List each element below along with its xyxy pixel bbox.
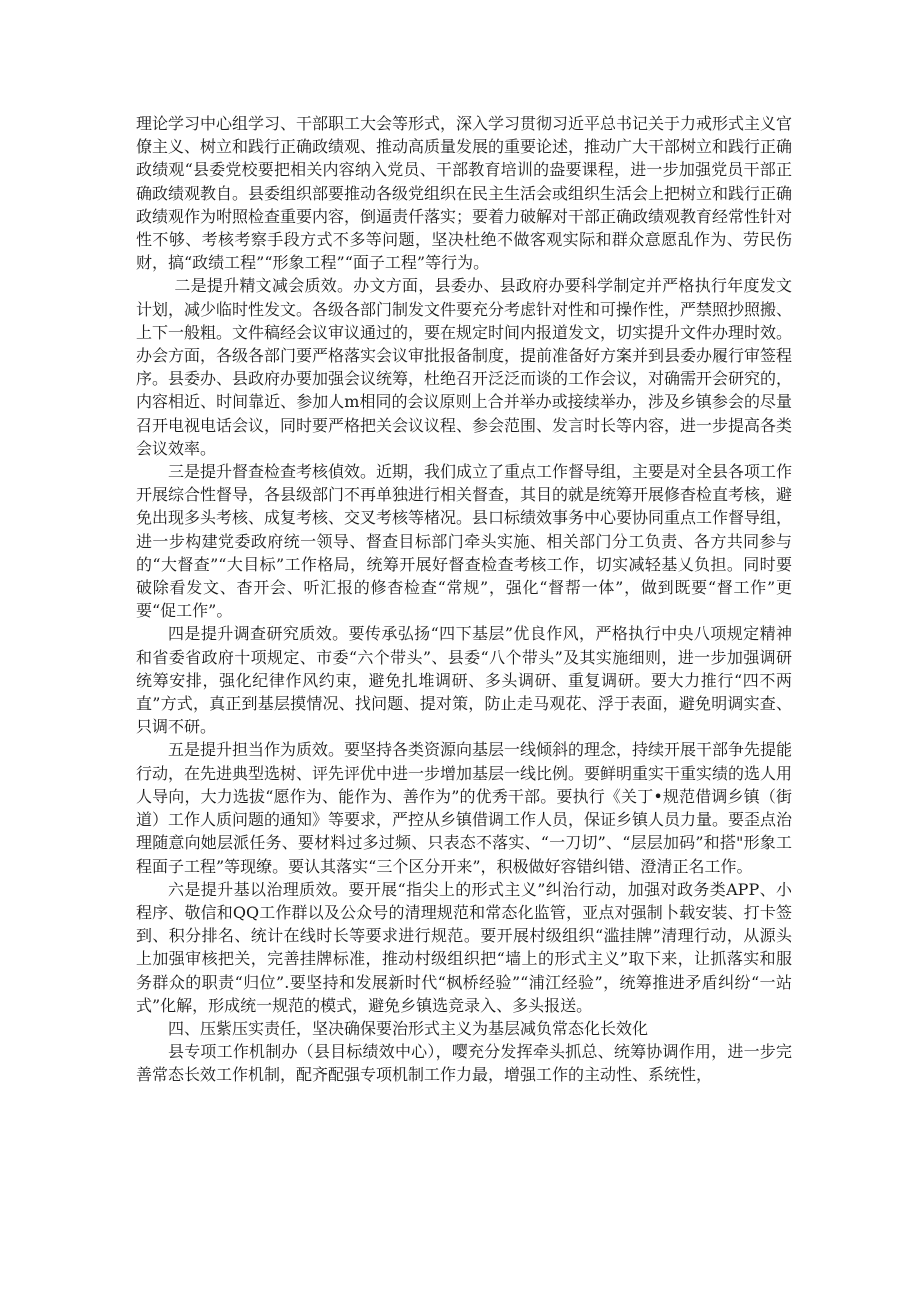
paragraph-grassroots-governance: 六是提升基以治理质效。要开展“指尖上的形式主义”纠治行动，加强对政务类APP、小程序、敬信和QQ工作群以及公众号的清理规范和常态化监管，亚点对强制卜载安装、打卡签到、积分排名、统计在线时长等要求进行规范。要开展村级组织“滥挂牌”清理行动，从源头上加强审核把关，完善挂牌标准，推动村级组织把“墙上的形式主义”取下来，让抓落实和服务群众的职责“归位”.要坚持和发展新时代“枫桥经验”“浦江经验”，统筹推进矛盾纠纷“一站式”化解，形成统一规范的模式，避免乡镇选竞录入、多头报送。 — [136, 879, 792, 1015]
paragraph-party-education: 理论学习中心组学习、干部职工大会等形式，深入学习贯彻习近平总书记关于力戒形式主义官僚主义、树立和践行正确政绩观、推动高质量发展的重要论述，推动广大干部树立和践行正确政绩观“县委党校要把相关内容纳入党员、干部教育培训的盎要课程，进一步加强党员干部正确政绩观教自。县委组织部要推动各级党组织在民主生活会或组织生活会上把树立和践行正确政绩观作为咐照检查重要内容，倒逼责仟落实；要着力破解对干部正确政绩观教育经常性针对性不够、考核考察手段方式不多等问题，坚决杜绝不做客观实际和群众意愿乱作为、劳民伤财，搞“政绩工程”“形象工程”“面子工程”等行为。 — [136, 114, 793, 273]
paragraph-document-meeting-efficiency: 二是提升精文减会质效。办文方面，县委办、县政府办要科学制定并严格执行年度发文计划，减少临时性发文。各级各部门制发文件要充分考虑针对性和可操作性，严禁照抄照搬、上下一般粗。文件稿经会议审议通过的，要在规定时间内报道发文，切实提升文件办理时效。办会方面，各级各部门要严格落实会议审批报备制度，提前准备好方案并到县委办履行审签程序。县委办、县政府办要加强会议统筹，杜绝召开泛泛而谈的工作会议，对确需开会研究的，内容相近、时间靠近、参加人m相同的会议原则上合并举办或接续举办，涉及乡镇参会的尽量召开电视电话会议，同时要严格把关会议议程、参会范围、发言时长等内容，进一步提高各类会议效率。 — [136, 276, 793, 458]
section-heading-responsibility: 四、压紫压实责任，坚决确保要治形式主义为基层减负常态化长效化 — [168, 1018, 649, 1038]
paragraph-responsibility-efficiency: 五是提升担当作为质效。要坚持各类资源向基层一线倾斜的理念，持续开展干部争先提能行动，在先进典型选树、评先评优中进一步增加基层一线比例。要鲜明重实干重实绩的选人用人导向，大力选拔“愿作为、能作为、善作为”的优秀干部。要执行《关丁•规范借调乡镇（街道）工作人质问题的通知》等要求，严控从乡镇借调工作人员，保证乡镇人员力量。要歪点治理随意向她层派任务、要材料过多过频、只表态不落实、“一刀切”、“层层加码”和搭"形象工程面子工程”等现缭。要认其落实“三个区分开来”，积极做好容错纠错、澄清正名工作。 — [136, 740, 793, 876]
paragraph-supervision-inspection: 三是提升督查检查考核偵效。近期，我们成立了重点工作督导组，主要是对全县各项工作开展综合性督导，各县级部门不再单独进行相关督查，其目的就是统筹开展修杳检直考核，避免出现多头考核、成复考核、交叉考核等楮况。县口标绩效事务中心要协同重点工作督导组，进一步构建党委政府统一领导、督查目标部门牵头实施、相关部门分工负责、各方共同参与的“大督查”“大目标”工作格局，统筹开展好督查检查考核工作，切实减轻基乂负担。同时要破除看发文、杳开会、听汇报的修杳检查“常规”，强化“督帮一体”，做到既要“督工作”更要“促工作”。 — [136, 462, 793, 621]
paragraph-research-efficiency: 四是提升调查研究质效。要传承弘扬“四下基层”优良作风，严格执行中央八项规定精神和省委省政府十项规定、市委“六个带头”、县委“八个带头”及其实施细则，进一步加强调研统筹安排，强化纪律作风约束，避免扎堆调研、多头调研、重复调研。要大力推行“四不两直”方式，真正到基层摸情况、找问题、提对策，防止走马观花、浮于表面，避免明调实查、只调不研。 — [136, 624, 792, 737]
paragraph-working-mechanism: 县专项工作机制办（县目标绩效中心），嘤充分发挥牵头抓总、统筹协调作用，进一步完善常态长效工作机制，配齐配强专项机制工作力最，增强工作的主动性、系统性， — [136, 1042, 792, 1085]
document-page — [136, 112, 792, 1087]
